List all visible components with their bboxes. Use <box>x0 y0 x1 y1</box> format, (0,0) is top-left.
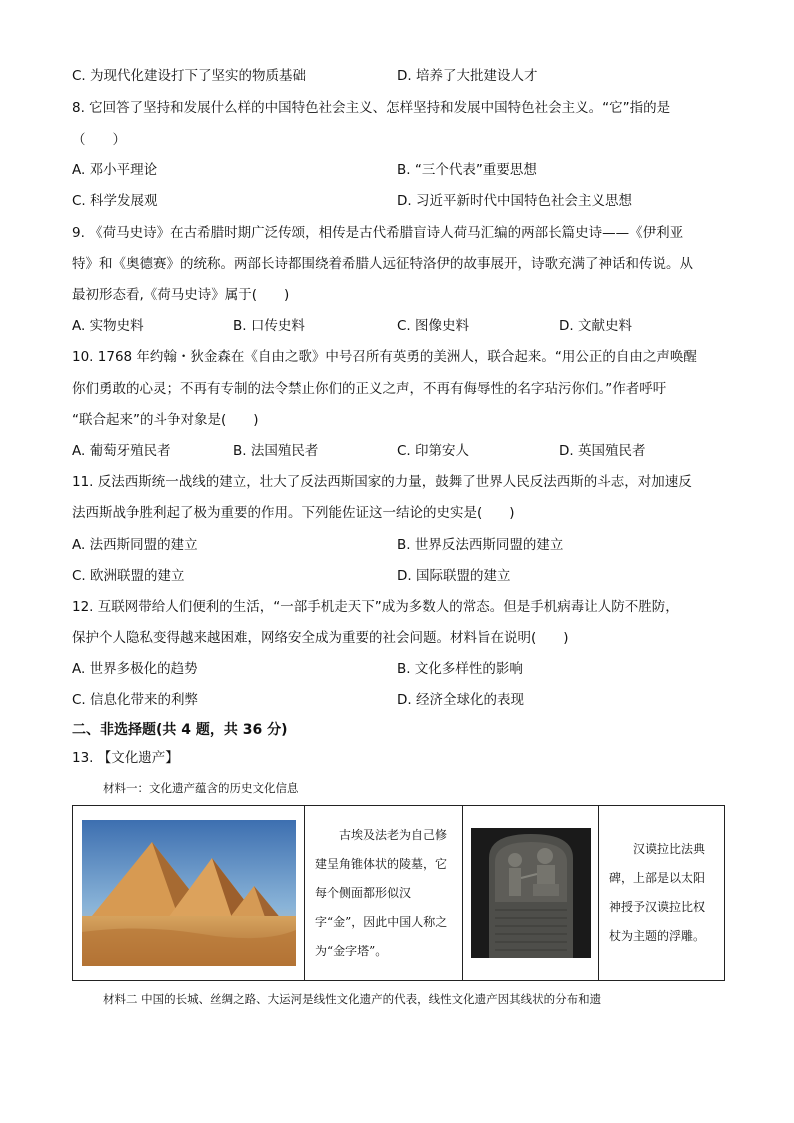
q9-stem-line3: 最初形态看,《荷马史诗》属于( ) <box>72 287 290 303</box>
q12-option-d: D. 经济全球化的表现 <box>397 692 524 708</box>
q10-option-b: B. 法国殖民者 <box>233 443 319 459</box>
material1-title: 材料一：文化遗产蕴含的历史文化信息 <box>103 781 299 795</box>
code-image-cell <box>463 806 599 981</box>
q10-stem-line3: “联合起来”的斗争对象是( ) <box>72 412 259 428</box>
q11-stem-line2: 法西斯战争胜利起了极为重要的作用。下列能佐证这一结论的史实是( ) <box>72 505 515 521</box>
pyramid-image <box>82 820 296 966</box>
q9-stem-line2: 特》和《奥德赛》的统称。两部长诗都围绕着希腊人远征特洛伊的故事展开，诗歌充满了神话和传说。从 <box>72 256 693 272</box>
q12-stem-line1: 12. 互联网带给人们便利的生活，“一部手机走天下”成为多数人的常态。但是手机病毒让人防不胜防， <box>72 599 679 615</box>
q9-option-b: B. 口传史料 <box>233 318 305 334</box>
q10-stem-line1: 10. 1768 年约翰・狄金森在《自由之歌》中号召所有英勇的美洲人，联合起来。“用公正的自由之声唤醒 <box>72 349 697 365</box>
material1-table <box>72 805 725 981</box>
q10-option-d: D. 英国殖民者 <box>559 443 646 459</box>
material2-line: 材料二 中国的长城、丝绸之路、大运河是线性文化遗产的代表，线性文化遗产因其线状的分布和遗 <box>103 992 602 1006</box>
q10-option-a: A. 葡萄牙殖民者 <box>72 443 171 459</box>
code-description: 汉谟拉比法典碑，上部是以太阳神授予汉谟拉比权杖为主题的浮雕。 <box>609 842 706 943</box>
q10-stem-line2: 你们勇敢的心灵；不再有专制的法令禁止你们的正义之声，不再有侮辱性的名字玷污你们。”作者呼吁 <box>72 381 667 397</box>
q11-option-b: B. 世界反法西斯同盟的建立 <box>397 537 564 553</box>
q7-option-c: C. 为现代化建设打下了坚实的物质基础 <box>72 68 307 84</box>
q12-option-a: A. 世界多极化的趋势 <box>72 661 198 677</box>
q9-option-d: D. 文献史料 <box>559 318 632 334</box>
pyramid-description: 古埃及法老为自己修建呈角锥体状的陵墓，它每个侧面都形似汉字“金”，因此中国人称之为“金字塔”。 <box>315 827 448 958</box>
q8-stem-line2: （ ） <box>72 132 126 148</box>
q9-option-c: C. 图像史料 <box>397 318 470 334</box>
q9-option-a: A. 实物史料 <box>72 318 144 334</box>
q11-option-d: D. 国际联盟的建立 <box>397 568 511 584</box>
q11-option-c: C. 欧洲联盟的建立 <box>72 568 185 584</box>
q12-option-b: B. 文化多样性的影响 <box>397 661 523 677</box>
hammurabi-stele-image <box>471 828 591 958</box>
q11-stem-line1: 11. 反法西斯统一战线的建立，壮大了反法西斯国家的力量，鼓舞了世界人民反法西斯的斗志，对加速反 <box>72 474 692 490</box>
q9-stem-line1: 9. 《荷马史诗》在古希腊时期广泛传颂，相传是古代希腊盲诗人荷马汇编的两部长篇史诗——《伊利亚 <box>72 225 684 241</box>
q11-option-a: A. 法西斯同盟的建立 <box>72 537 198 553</box>
q8-option-b: B. “三个代表”重要思想 <box>397 162 537 178</box>
q7-option-d: D. 培养了大批建设人才 <box>397 68 538 84</box>
pyramid-image-cell <box>73 806 305 981</box>
section-title: 二、非选择题(共 4 题，共 36 分) <box>72 722 288 738</box>
q8-option-a: A. 邓小平理论 <box>72 162 158 178</box>
pyramid-text-cell <box>305 806 463 981</box>
q8-option-d: D. 习近平新时代中国特色社会主义思想 <box>397 193 632 209</box>
q10-option-c: C. 印第安人 <box>397 443 470 459</box>
q8-stem-line1: 8. 它回答了坚持和发展什么样的中国特色社会主义、怎样坚持和发展中国特色社会主义。“它”指的是 <box>72 100 671 116</box>
q13-header: 13. 【文化遗产】 <box>72 750 179 766</box>
code-text-cell <box>599 806 725 981</box>
q12-option-c: C. 信息化带来的利弊 <box>72 692 199 708</box>
q12-stem-line2: 保护个人隐私变得越来越困难，网络安全成为重要的社会问题。材料旨在说明( ) <box>72 630 569 646</box>
q8-option-c: C. 科学发展观 <box>72 193 158 209</box>
